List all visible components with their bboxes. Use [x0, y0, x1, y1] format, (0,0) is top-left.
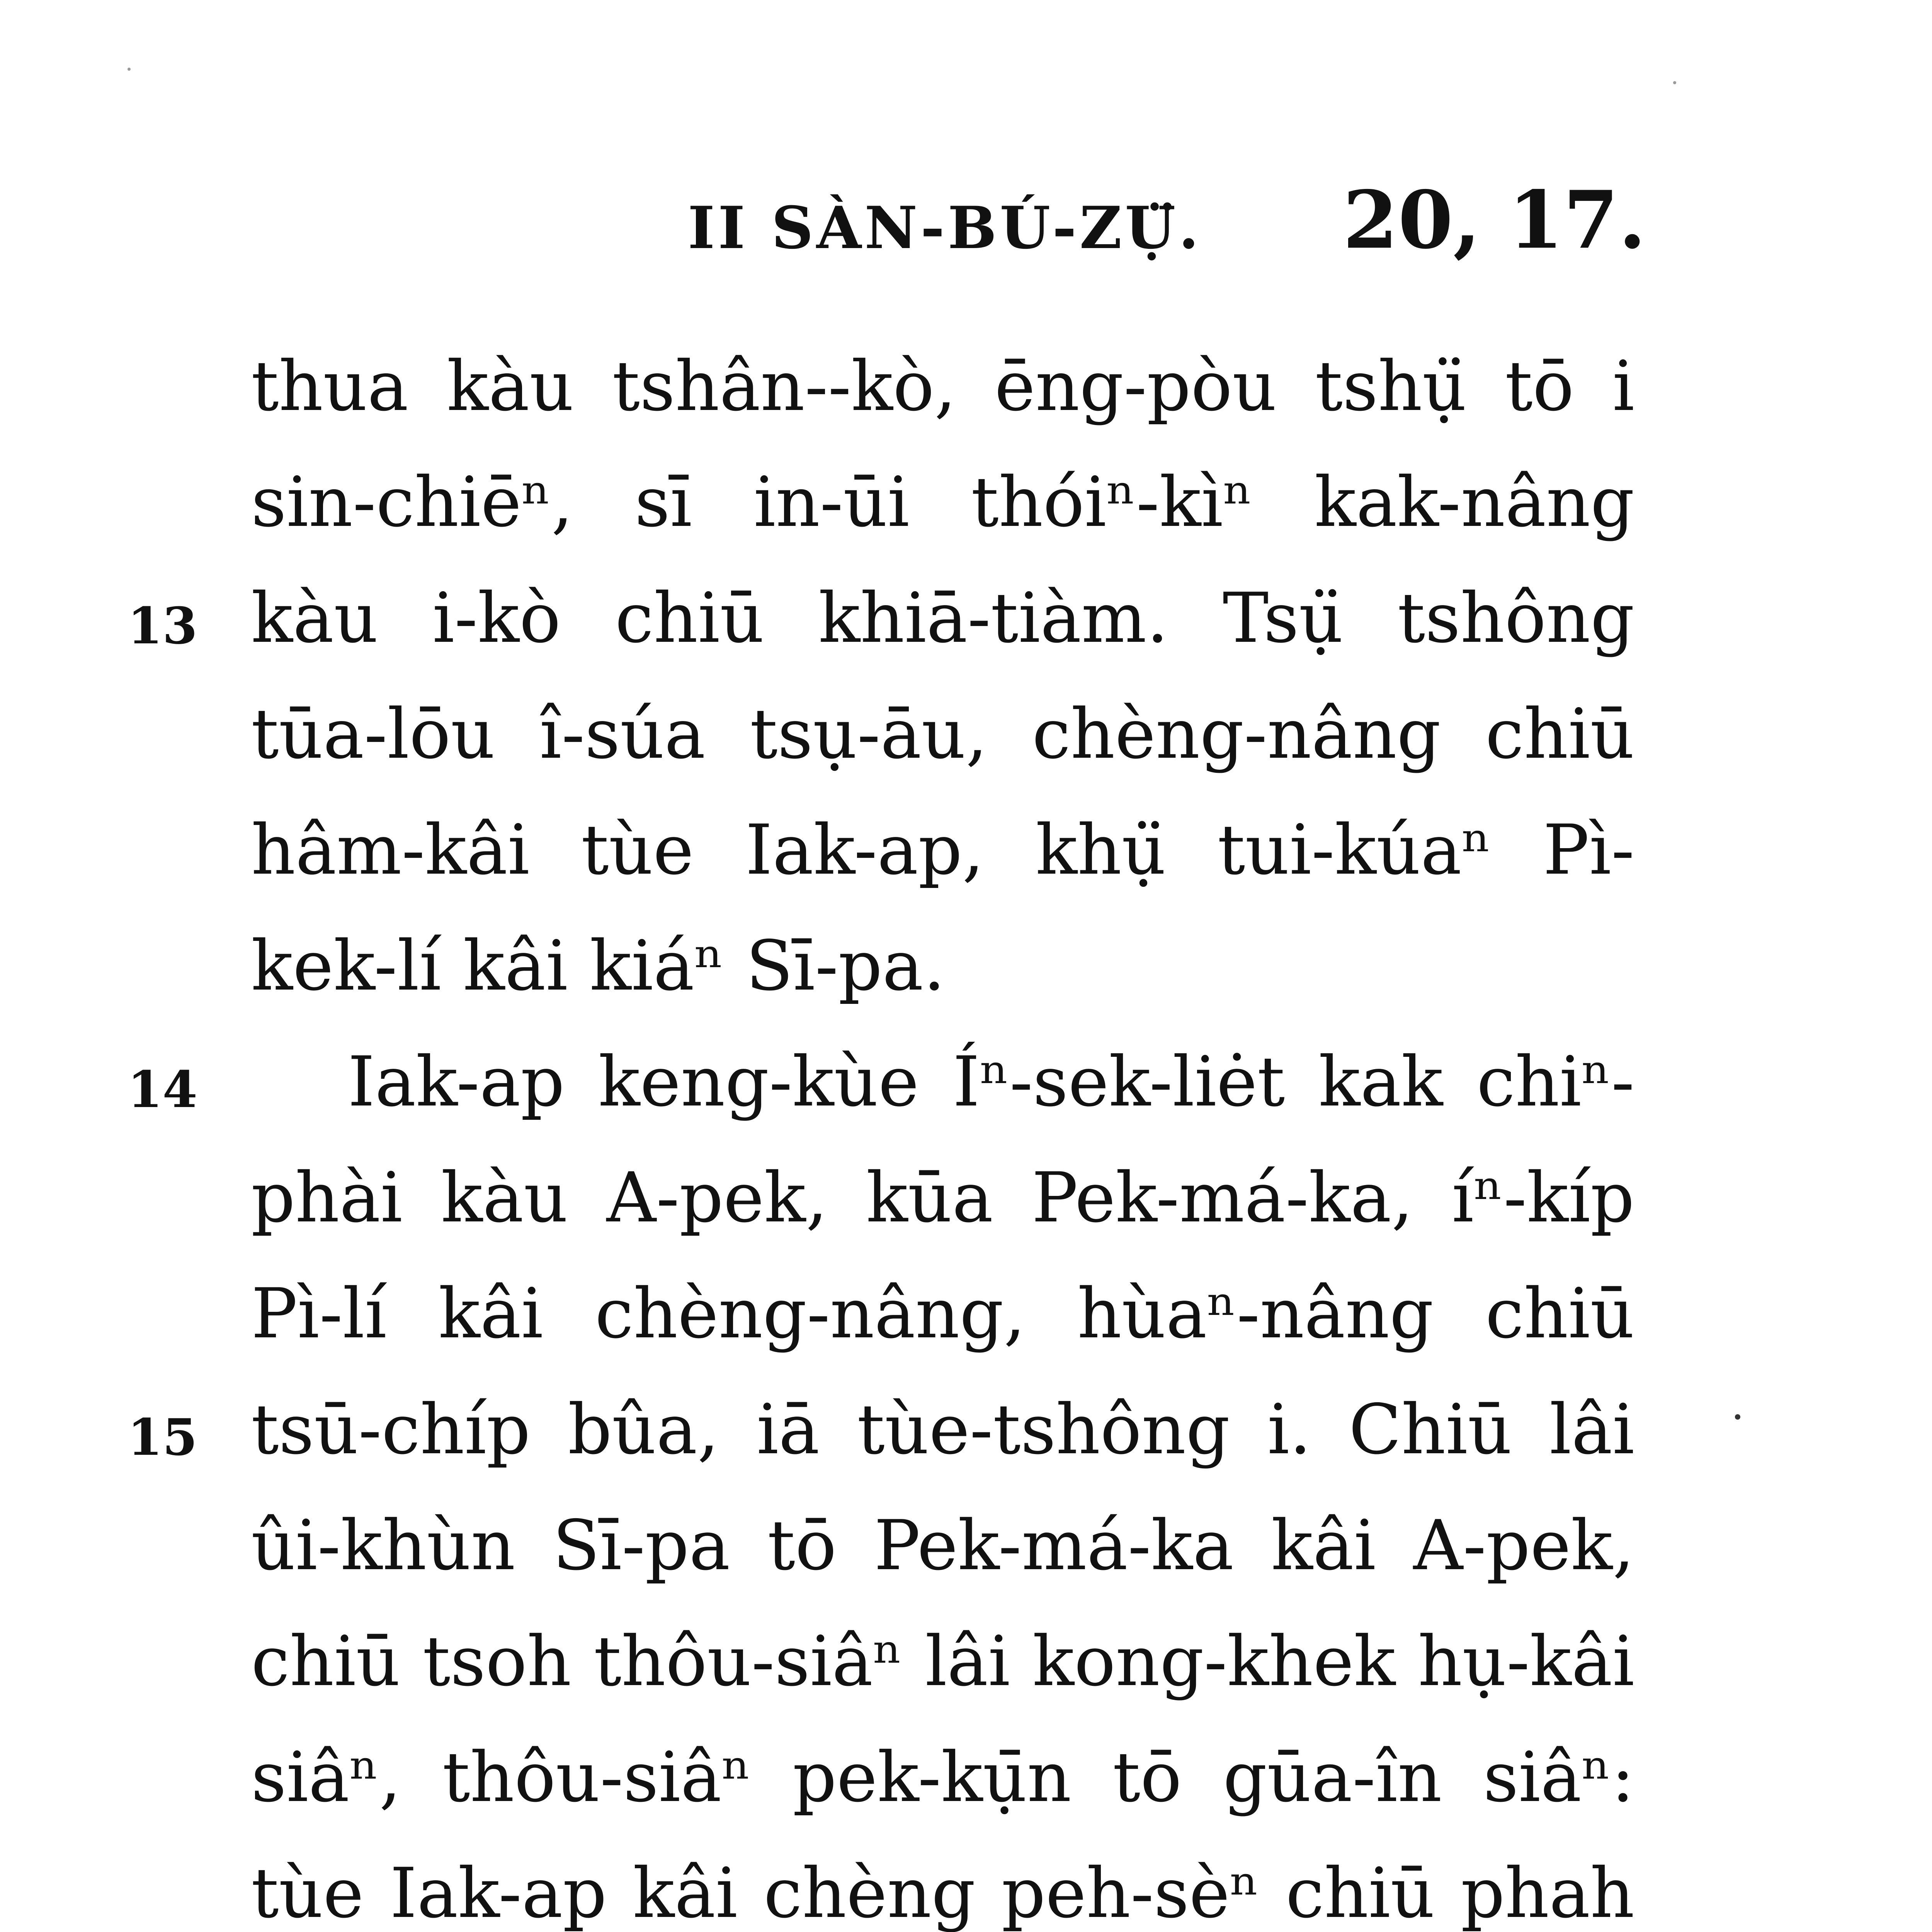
verse-number: 15: [128, 1408, 197, 1467]
running-header: [688, 170, 1646, 267]
scan-speck: [1735, 1414, 1740, 1420]
scan-speck: [128, 68, 131, 71]
text-line: [0, 1495, 1932, 1611]
line-text: phài kàu A-pek, kūa Pek-má-ka, íⁿ-kíp: [251, 1158, 1634, 1238]
text-line: [0, 1148, 1932, 1264]
text-line: [0, 336, 1932, 452]
line-text: Pì-lí kâi chèng-nâng, hùaⁿ-nâng chiū: [251, 1274, 1634, 1354]
text-line: [0, 568, 1932, 684]
text-line: [0, 1032, 1932, 1148]
book-title: II SÀN-BÚ-ZỤ̈.: [688, 194, 1202, 262]
line-text: ûi-khùn Sī-pa tō Pek-má-ka kâi A-pek,: [251, 1505, 1634, 1585]
verse-number: 14: [128, 1060, 197, 1119]
text-line: [0, 1727, 1932, 1843]
line-text: thua kàu tshân--kò, ēng-pòu tshụ̈ tō i: [251, 346, 1634, 426]
line-text: tūa-lōu î-súa tsụ-āu, chèng-nâng chiū: [251, 694, 1634, 774]
line-text: Iak-ap keng-kùe Íⁿ-sek-liėt kak chiⁿ-: [348, 1042, 1634, 1122]
line-text: siâⁿ, thôu-siâⁿ pek-kụ̄n tō gūa-în siâⁿ:: [251, 1737, 1634, 1817]
chapter-verse-ref: 20, 17.: [1343, 174, 1646, 267]
line-text: hâm-kâi tùe Iak-ap, khụ̈ tui-kúaⁿ Pì-: [251, 810, 1634, 890]
line-text: kàu i-kò chiū khiā-tiàm. Tsụ̈ tshông: [251, 578, 1634, 658]
text-line: [0, 1843, 1932, 1932]
text-line: [0, 452, 1932, 568]
text-line: [0, 1379, 1932, 1495]
text-line: [0, 684, 1932, 800]
line-text: tsū-chíp bûa, iā tùe-tshông i. Chiū lâi: [251, 1389, 1634, 1469]
scan-speck: [1673, 81, 1676, 84]
line-text: tùe Iak-ap kâi chèng peh-sèⁿ chiū phah: [251, 1853, 1634, 1932]
text-line: [0, 800, 1932, 916]
text-line: [0, 1611, 1932, 1727]
line-text: sin-chiēⁿ, sī in-ūi thóiⁿ-kìⁿ kak-nâng: [251, 462, 1634, 542]
line-text: chiū tsoh thôu-siâⁿ lâi kong-khek hụ-kâi: [251, 1621, 1634, 1701]
verse-number: 13: [128, 596, 197, 655]
text-line: [0, 916, 1932, 1032]
line-text: kek-lí kâi kiáⁿ Sī-pa.: [251, 926, 946, 1006]
text-line: [0, 1264, 1932, 1379]
